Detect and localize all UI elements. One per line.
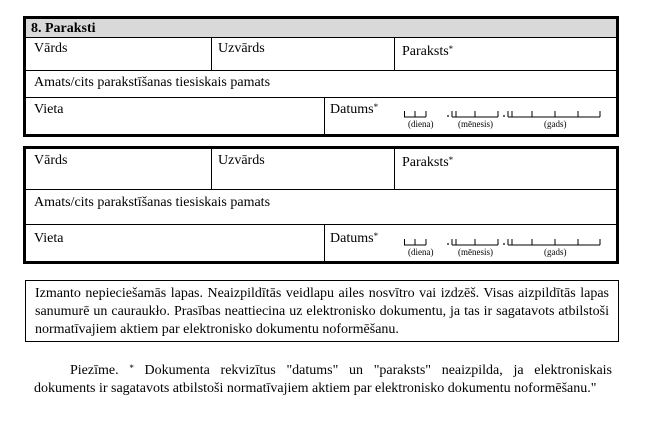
signature-label-text: Paraksts [402,44,449,59]
section-header [26,19,616,38]
date-boxes-graphic [404,233,604,259]
date-month-caption: (mēnesis) [458,119,493,129]
first-name-label: Vārds [34,41,68,56]
footnote-text: Dokumenta rekvizītus "datums" un "paraksts" neaizpilda, ja elektroniskais dokuments ir sagatavots atbilstoši normatīvajiem aktiem par elektronisko dokumentu noformēšanu." [34,363,613,396]
footnote [34,362,612,398]
divider [26,224,616,225]
date-year-caption: (gads) [544,247,567,257]
divider [324,225,325,261]
date-day-caption: (diena) [408,247,434,257]
instructions-text: Izmanto nepieciešamās lapas. Neaizpildītās veidlapu ailes nosvītro vai izdzēš. Visas aizpildītās lapas sanumurē un cauraukło. Prasības neattiecina uz elektronisko dokumentu, ja tas ir sagatavots atbilstoši normatīvajiem aktiem par elektronisko dokumentu noformēšanu. [35,286,609,337]
signature-label [402,44,453,60]
date-footnote-mark: * [373,231,379,241]
place-label: Vieta [34,102,64,117]
date-month-caption: (mēnesis) [458,247,493,257]
first-name-label: Vārds [34,153,68,168]
last-name-label: Uzvārds [218,41,265,56]
divider [26,189,616,190]
position-label: Amats/cits parakstīšanas tiesiskais pamats [34,195,271,210]
date-input-boxes[interactable] [404,105,604,131]
instructions-box [25,280,619,342]
signature-label [402,155,453,171]
signature-block-2 [23,146,619,264]
signature-block-1 [23,16,619,137]
divider [26,70,616,71]
divider [394,38,395,70]
footnote-mark: * [129,363,134,373]
date-day-caption: (diena) [408,119,434,129]
date-footnote-mark: * [373,102,379,112]
divider [26,97,616,98]
divider [324,98,325,134]
divider [394,149,395,189]
date-input-boxes[interactable] [404,233,604,259]
date-label [330,231,378,247]
place-label: Vieta [34,231,64,246]
date-year-caption: (gads) [544,119,567,129]
footnote-prefix: Piezīme. [70,363,119,378]
last-name-label: Uzvārds [218,153,265,168]
date-label-text: Datums [330,231,374,246]
position-label: Amats/cits parakstīšanas tiesiskais pamats [34,75,271,90]
date-label-text: Datums [330,102,374,117]
signature-footnote-mark: * [448,44,454,54]
signature-footnote-mark: * [448,155,454,165]
divider [211,38,212,70]
date-boxes-graphic [404,105,604,131]
divider [211,149,212,189]
section-title: 8. Paraksti [31,21,96,36]
signature-label-text: Paraksts [402,155,449,170]
date-label [330,102,378,118]
